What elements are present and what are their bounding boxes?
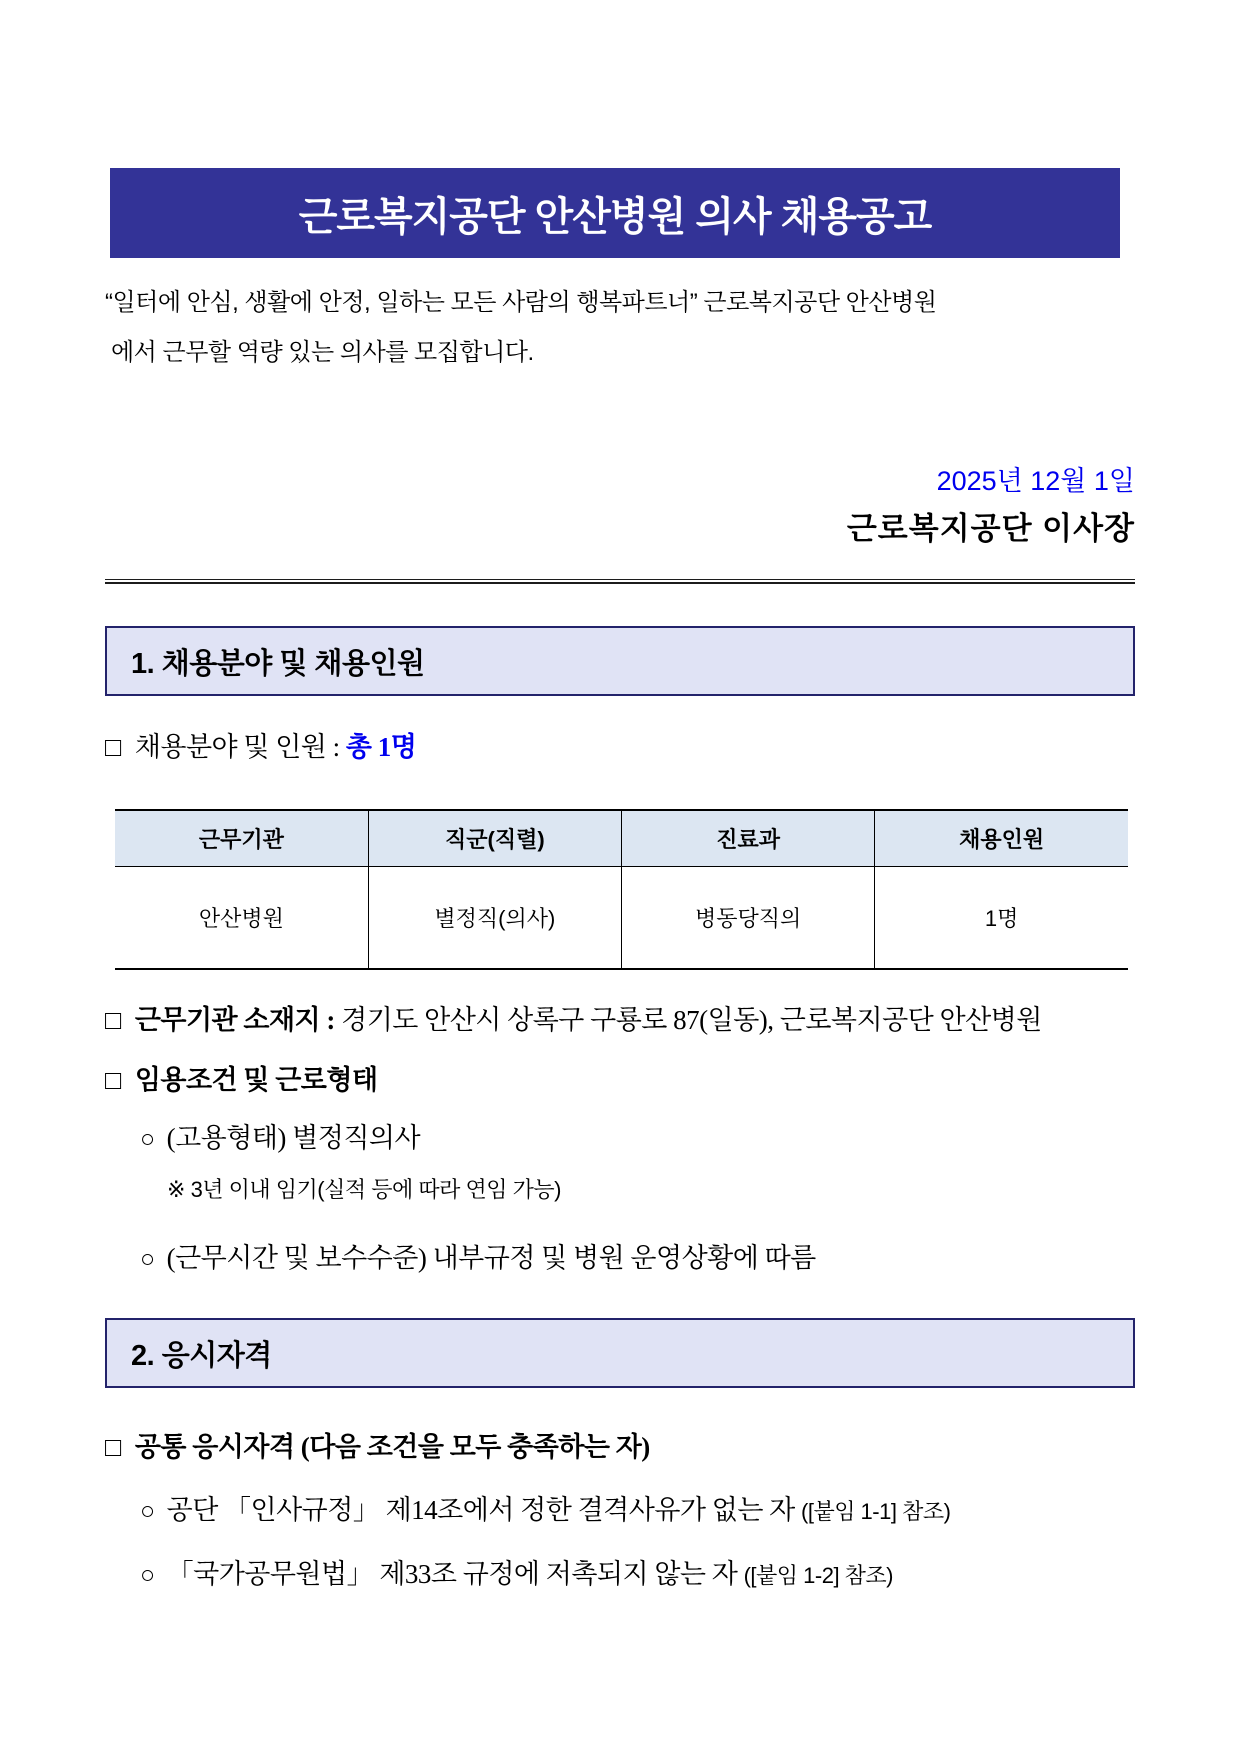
circle-bullet-icon: ○ <box>140 1562 155 1589</box>
table-row <box>115 867 1128 970</box>
qualification-2-text: 「국가공무원법」 제33조 규정에 저촉되지 않는 자 <box>166 1559 738 1589</box>
section-2-heading-box <box>105 1318 1135 1388</box>
intro-line-1: “일터에 안심, 생활에 안정, 일하는 모든 사람의 행복파트너” 근로복지공단 안산병원 <box>105 289 937 316</box>
page-title: 근로복지공단 안산병원 의사 채용공고 <box>298 194 932 239</box>
table-cell-jobgroup: 별정직(의사) <box>368 867 621 970</box>
notice-date: 2025년 12월 1일 <box>936 466 1135 496</box>
table-cell-workplace: 안산병원 <box>198 906 284 931</box>
section-1-title: 1. 채용분야 및 채용인원 <box>131 647 425 680</box>
table-header-cell-department: 진료과 <box>622 810 875 867</box>
qualification-2-ref: ([붙임 1-2] 참조) <box>743 1563 894 1588</box>
circle-bullet-icon: ○ <box>140 1246 155 1273</box>
term-limit-note <box>105 1173 1135 1207</box>
square-bullet-icon: □ <box>105 732 121 762</box>
work-hours-pay-item <box>105 1238 1135 1280</box>
table-header-row <box>115 810 1128 867</box>
employment-heading-label: 임용조건 및 근로형태 <box>134 1065 378 1095</box>
qualification-1-text: 공단 「인사규정」 제14조에서 정한 결격사유가 없는 자 <box>166 1495 795 1525</box>
qualification-item-2 <box>105 1554 1135 1596</box>
workplace-location-line <box>105 1000 1135 1040</box>
document-content <box>105 0 1135 1596</box>
employment-type-text: (고용형태) 별정직의사 <box>166 1123 421 1153</box>
term-limit-text: 3년 이내 임기(실적 등에 따라 연임 가능) <box>190 1177 561 1202</box>
work-hours-pay-text: (근무시간 및 보수수준) 내부규정 및 병원 운영상황에 따름 <box>166 1243 816 1273</box>
table-cell-headcount: 1명 <box>875 867 1128 970</box>
qualification-1-ref: ([붙임 1-1] 참조) <box>801 1499 951 1524</box>
section-2-title: 2. 응시자격 <box>131 1339 272 1372</box>
signer-title: 근로복지공단 이사장 <box>846 511 1135 546</box>
horizontal-divider <box>105 579 1135 584</box>
common-qualification-text: 공통 응시자격 (다음 조건을 모두 충족하는 자) <box>134 1432 650 1462</box>
employment-conditions-heading <box>105 1060 1135 1100</box>
title-banner <box>110 168 1120 258</box>
common-qualification-line <box>105 1426 1135 1468</box>
intro-paragraph <box>105 278 1135 378</box>
employment-type-item <box>105 1118 1135 1160</box>
square-bullet-icon: □ <box>105 1432 121 1462</box>
table-header-cell-headcount: 채용인원 <box>875 810 1128 867</box>
circle-bullet-icon: ○ <box>140 1498 155 1525</box>
recruit-field-line <box>105 727 1135 767</box>
square-bullet-icon: □ <box>105 1005 121 1035</box>
recruit-field-value: 총 1명 <box>345 732 417 762</box>
table-cell-department: 병동당직의 <box>622 867 875 970</box>
recruit-field-label: 채용분야 및 인원 : <box>134 732 340 762</box>
qualification-item-1 <box>105 1490 1135 1532</box>
recruitment-table <box>115 809 1128 970</box>
location-value: 경기도 안산시 상록구 구룡로 87(일동), 근로복지공단 안산병원 <box>341 1005 1042 1035</box>
table-header-cell-workplace: 근무기관 <box>115 810 368 867</box>
square-bullet-icon: □ <box>105 1065 121 1095</box>
section-1-heading-box <box>105 626 1135 696</box>
reference-mark-icon: ※ <box>167 1177 185 1202</box>
table-header-cell-jobgroup: 직군(직렬) <box>368 810 621 867</box>
location-label: 근무기관 소재지 : <box>134 1005 335 1035</box>
intro-line-2: 에서 근무할 역량 있는 의사를 모집합니다. <box>111 339 534 366</box>
circle-bullet-icon: ○ <box>140 1126 155 1153</box>
